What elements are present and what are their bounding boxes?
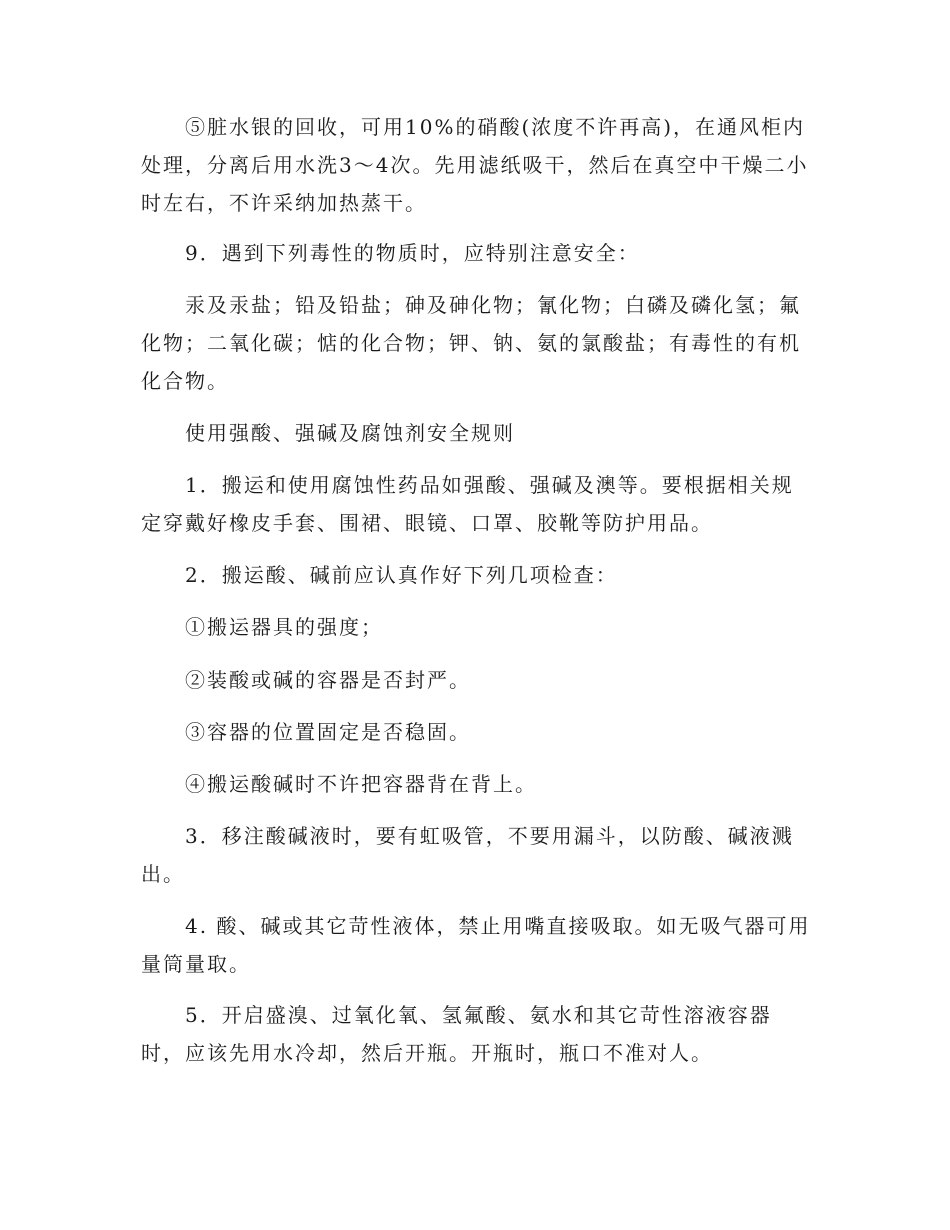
paragraph-rule-4: 4. 酸、碱或其它苛性液体，禁止用嘴直接吸取。如无吸气器可用量筒量取。 <box>141 914 811 976</box>
paragraph-toxic-substances-heading: 9．遇到下列毒性的物质时，应特别注意安全： <box>185 241 640 265</box>
paragraph-check-1: ①搬运器具的强度； <box>185 615 383 639</box>
paragraph-toxic-substances-list: 汞及汞盐；铅及铅盐；砷及砷化物；氰化物；白磷及磷化氢；氟化物；二氧化碳；惦的化合物；钾、钠、氨的氯酸盐；有毒性的有机化合物。 <box>141 293 801 393</box>
paragraph-section-title: 使用强酸、强碱及腐蚀剂安全规则 <box>185 421 515 445</box>
paragraph-check-4: ④搬运酸碱时不许把容器背在背上。 <box>185 772 537 796</box>
paragraph-rule-3: 3．移注酸碱液时，要有虹吸管，不要用漏斗，以防酸、碱液溅出。 <box>141 824 794 886</box>
paragraph-check-3: ③容器的位置固定是否稳固。 <box>185 720 471 744</box>
paragraph-mercury-recovery: ⑤脏水银的回收，可用10%的硝酸(浓度不许再高)，在通风柜内处理，分离后用水洗3～4次。先用滤纸吸干，然后在真空中干燥二小时左右，不许采纳加热蒸干。 <box>141 115 809 215</box>
paragraph-rule-5: 5．开启盛溴、过氧化氧、氢氟酸、氨水和其它苛性溶液容器时，应该先用水冷却，然后开瓶。开瓶时，瓶口不准对人。 <box>141 1003 772 1065</box>
paragraph-rule-1: 1．搬运和使用腐蚀性药品如强酸、强碱及澳等。要根据相关规定穿戴好橡皮手套、围裙、眼镜、口罩、胶靴等防护用品。 <box>141 473 794 535</box>
paragraph-check-2: ②装酸或碱的容器是否封严。 <box>185 668 471 692</box>
paragraph-rule-2: 2．搬运酸、碱前应认真作好下列几项检查： <box>185 563 618 587</box>
